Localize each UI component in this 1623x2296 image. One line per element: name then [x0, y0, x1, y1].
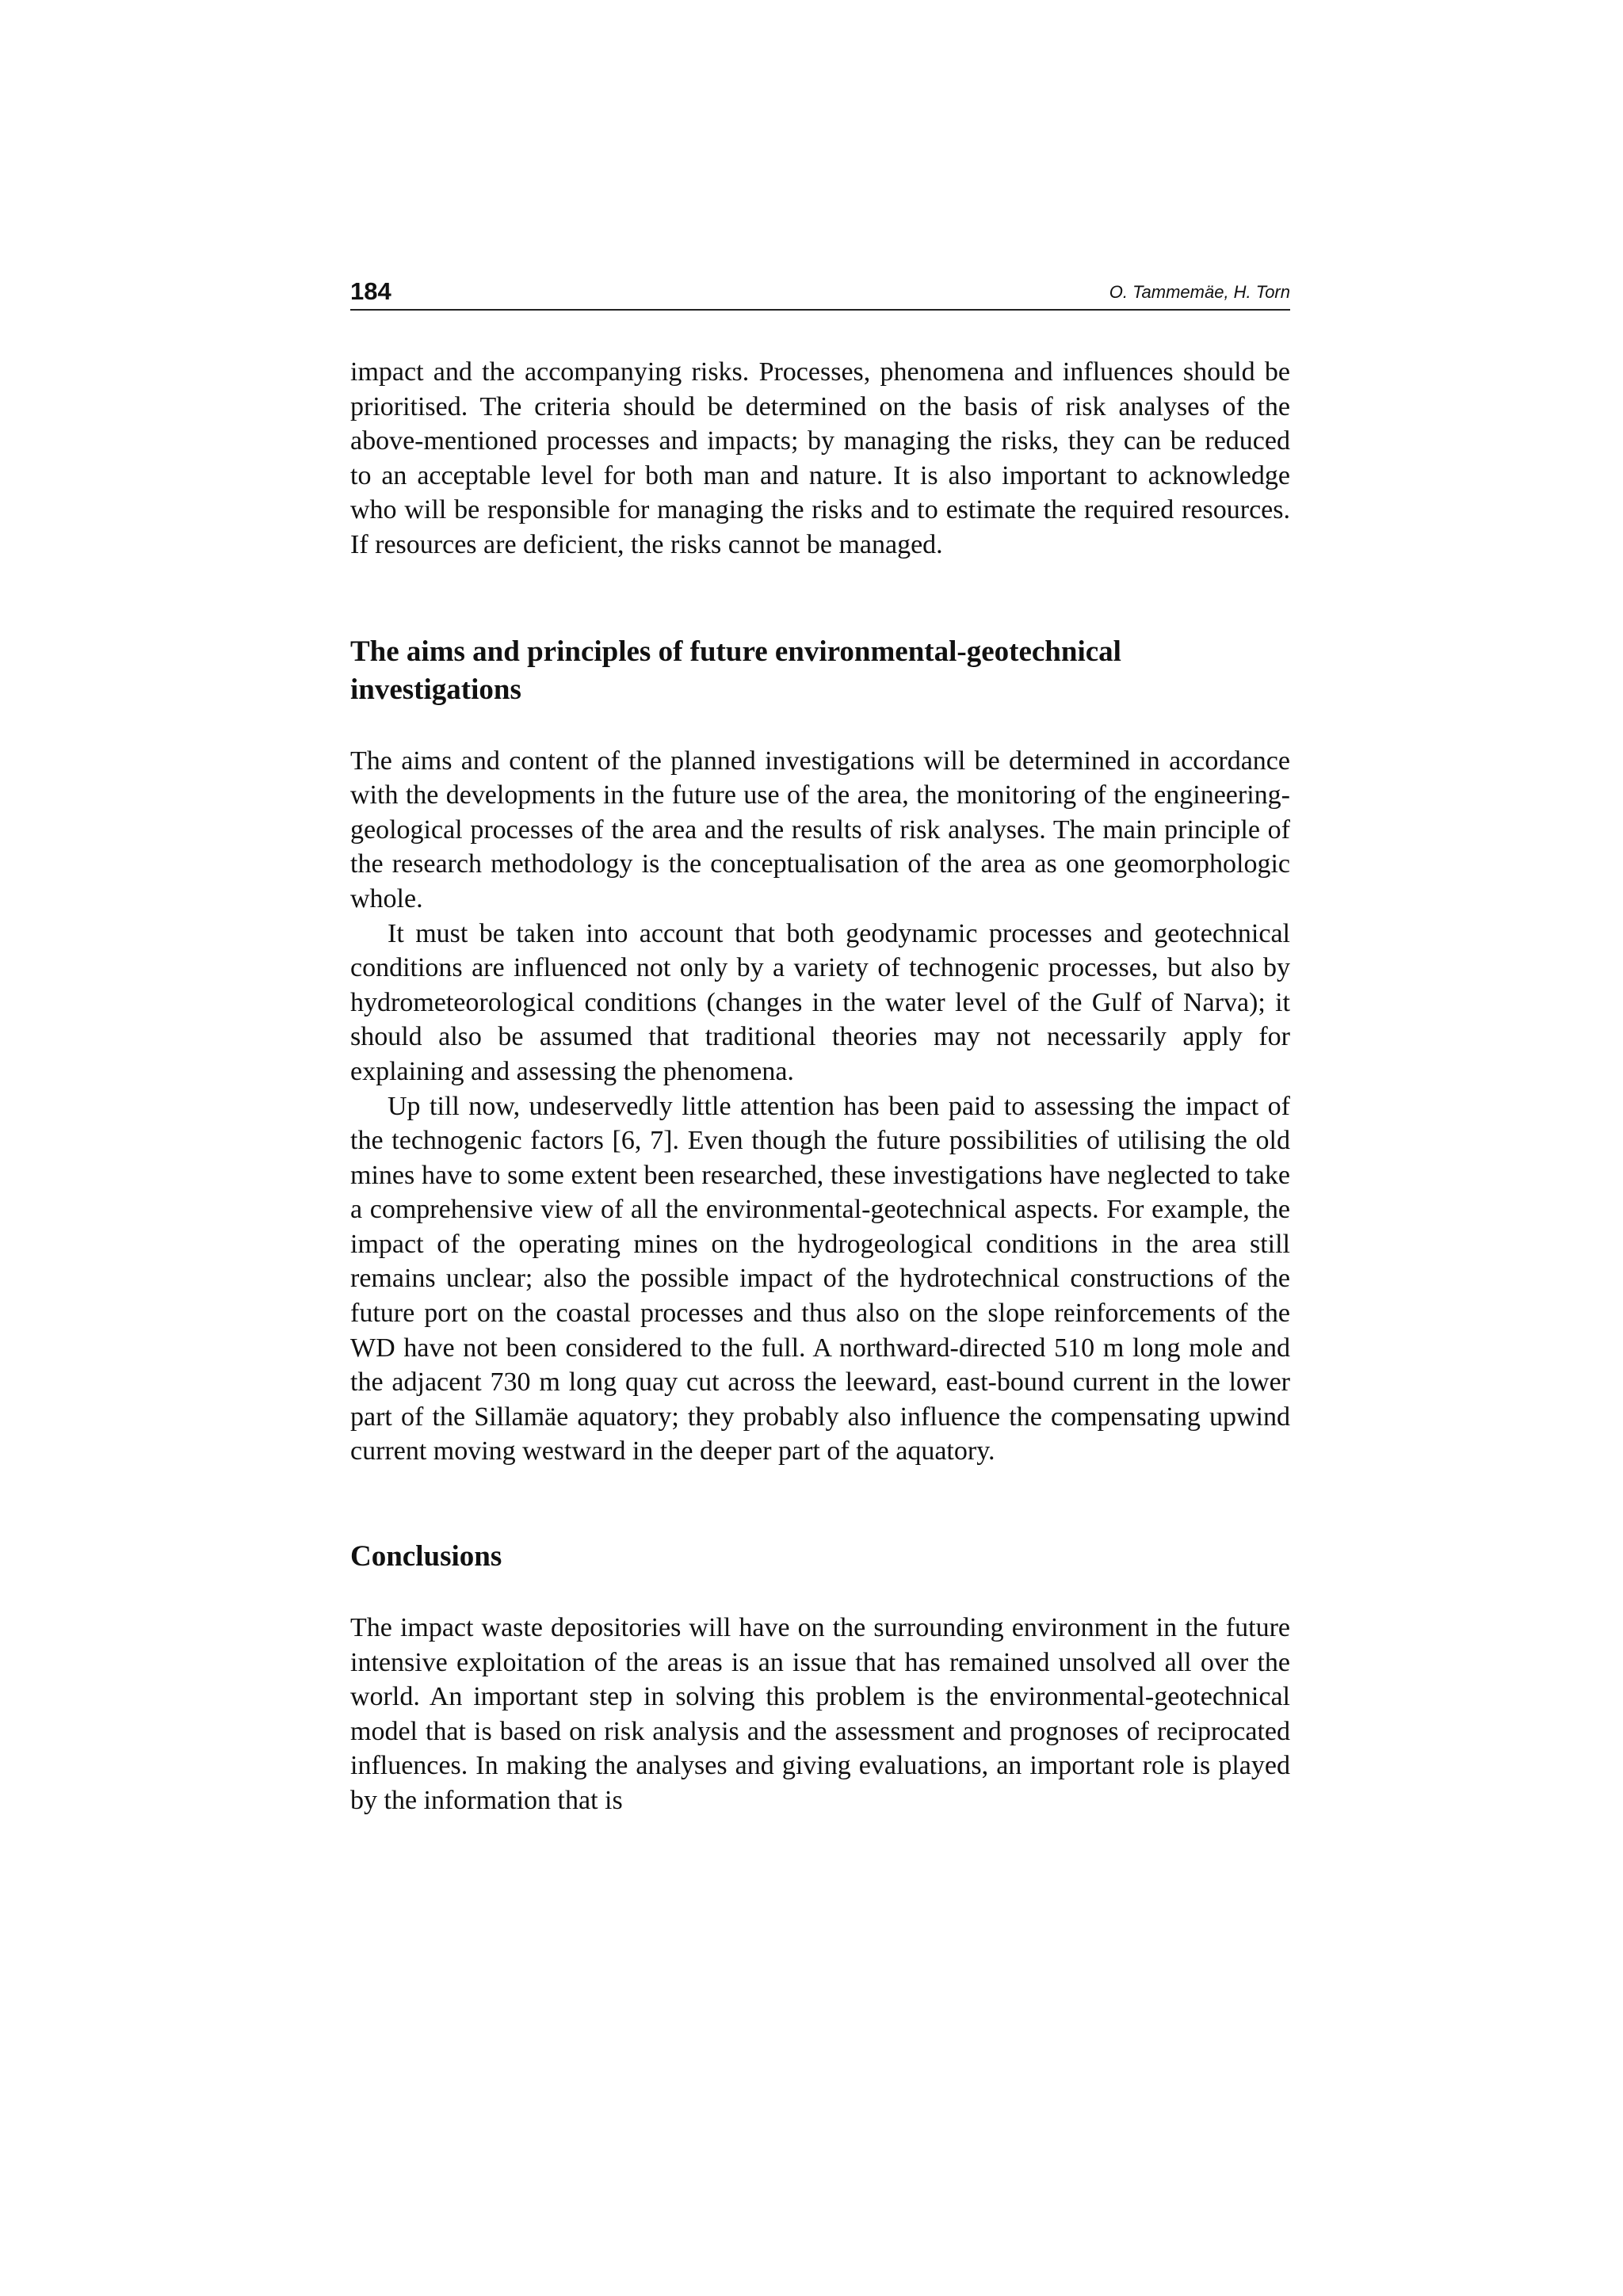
- running-header-authors: O. Tammemäe, H. Torn: [1109, 282, 1290, 302]
- section-heading-conclusions: Conclusions: [350, 1540, 502, 1573]
- section-heading-aims: The aims and principles of future environmental-geotechnical investigations: [350, 635, 1121, 706]
- aims-paragraph-2: It must be taken into account that both geodynamic processes and geotechnical conditions are influenced not only by a variety of technogenic processes, but also by hydrometeorological conditions (changes in the water level of the Gulf of Narva); it should also be assumed that traditional theories may not necessarily apply for explaining and assessing the phenomena.: [350, 918, 1290, 1086]
- running-header: [350, 269, 1290, 311]
- aims-paragraph-1: The aims and content of the planned investigations will be determined in accordance with the developments in the future use of the area, the monitoring of the engineering-geological processes of the area and the results of risk analyses. The main principle of the research methodology is the conceptualisation of the area as one geomorphologic whole.: [350, 746, 1290, 913]
- aims-paragraph-3: Up till now, undeservedly little attention has been paid to assessing the impact of the technogenic factors [6, 7]. Even though the future possibilities of utilising the old mines have to some extent been researched, these investigations have neglected to take a comprehensive view of all the environmental-geotechnical aspects. For example, the impact of the operating mines on the hydrogeological conditions in the area still remains unclear; also the possible impact of the hydrotechnical constructions of the future port on the coastal processes and thus also on the slope reinforcements of the WD have not been considered to the full. A northward-directed 510 m long mole and the adjacent 730 m long quay cut across the leeward, east-bound current in the lower part of the Sillamäe aquatory; they probably also influence the compensating upwind current moving westward in the deeper part of the aquatory.: [350, 1091, 1290, 1466]
- page-number: 184: [350, 277, 391, 305]
- conclusions-paragraph: The impact waste depositories will have on the surrounding environment in the future intensive exploitation of the areas is an issue that has remained unsolved all over the world. An important step in solving this problem is the environmental-geotechnical model that is based on risk analysis and the assessment and prognoses of reciprocated influences. In making the analyses and giving evaluations, an important role is played by the information that is: [350, 1613, 1290, 1815]
- section-conclusions-body: [350, 1611, 1290, 1818]
- section-aims-body: [350, 744, 1290, 1469]
- intro-paragraph: impact and the accompanying risks. Processes, phenomena and influences should be prioritised. The criteria should be determined on the basis of risk analyses of the above-mentioned processes and impacts; by managing the risks, they can be reduced to an acceptable level for both man and nature. It is also important to acknowledge who will be responsible for managing the risks and to estimate the required resources. If resources are deficient, the risks cannot be managed.: [350, 357, 1290, 559]
- document-page: [350, 269, 1290, 1818]
- intro-text: [350, 355, 1290, 563]
